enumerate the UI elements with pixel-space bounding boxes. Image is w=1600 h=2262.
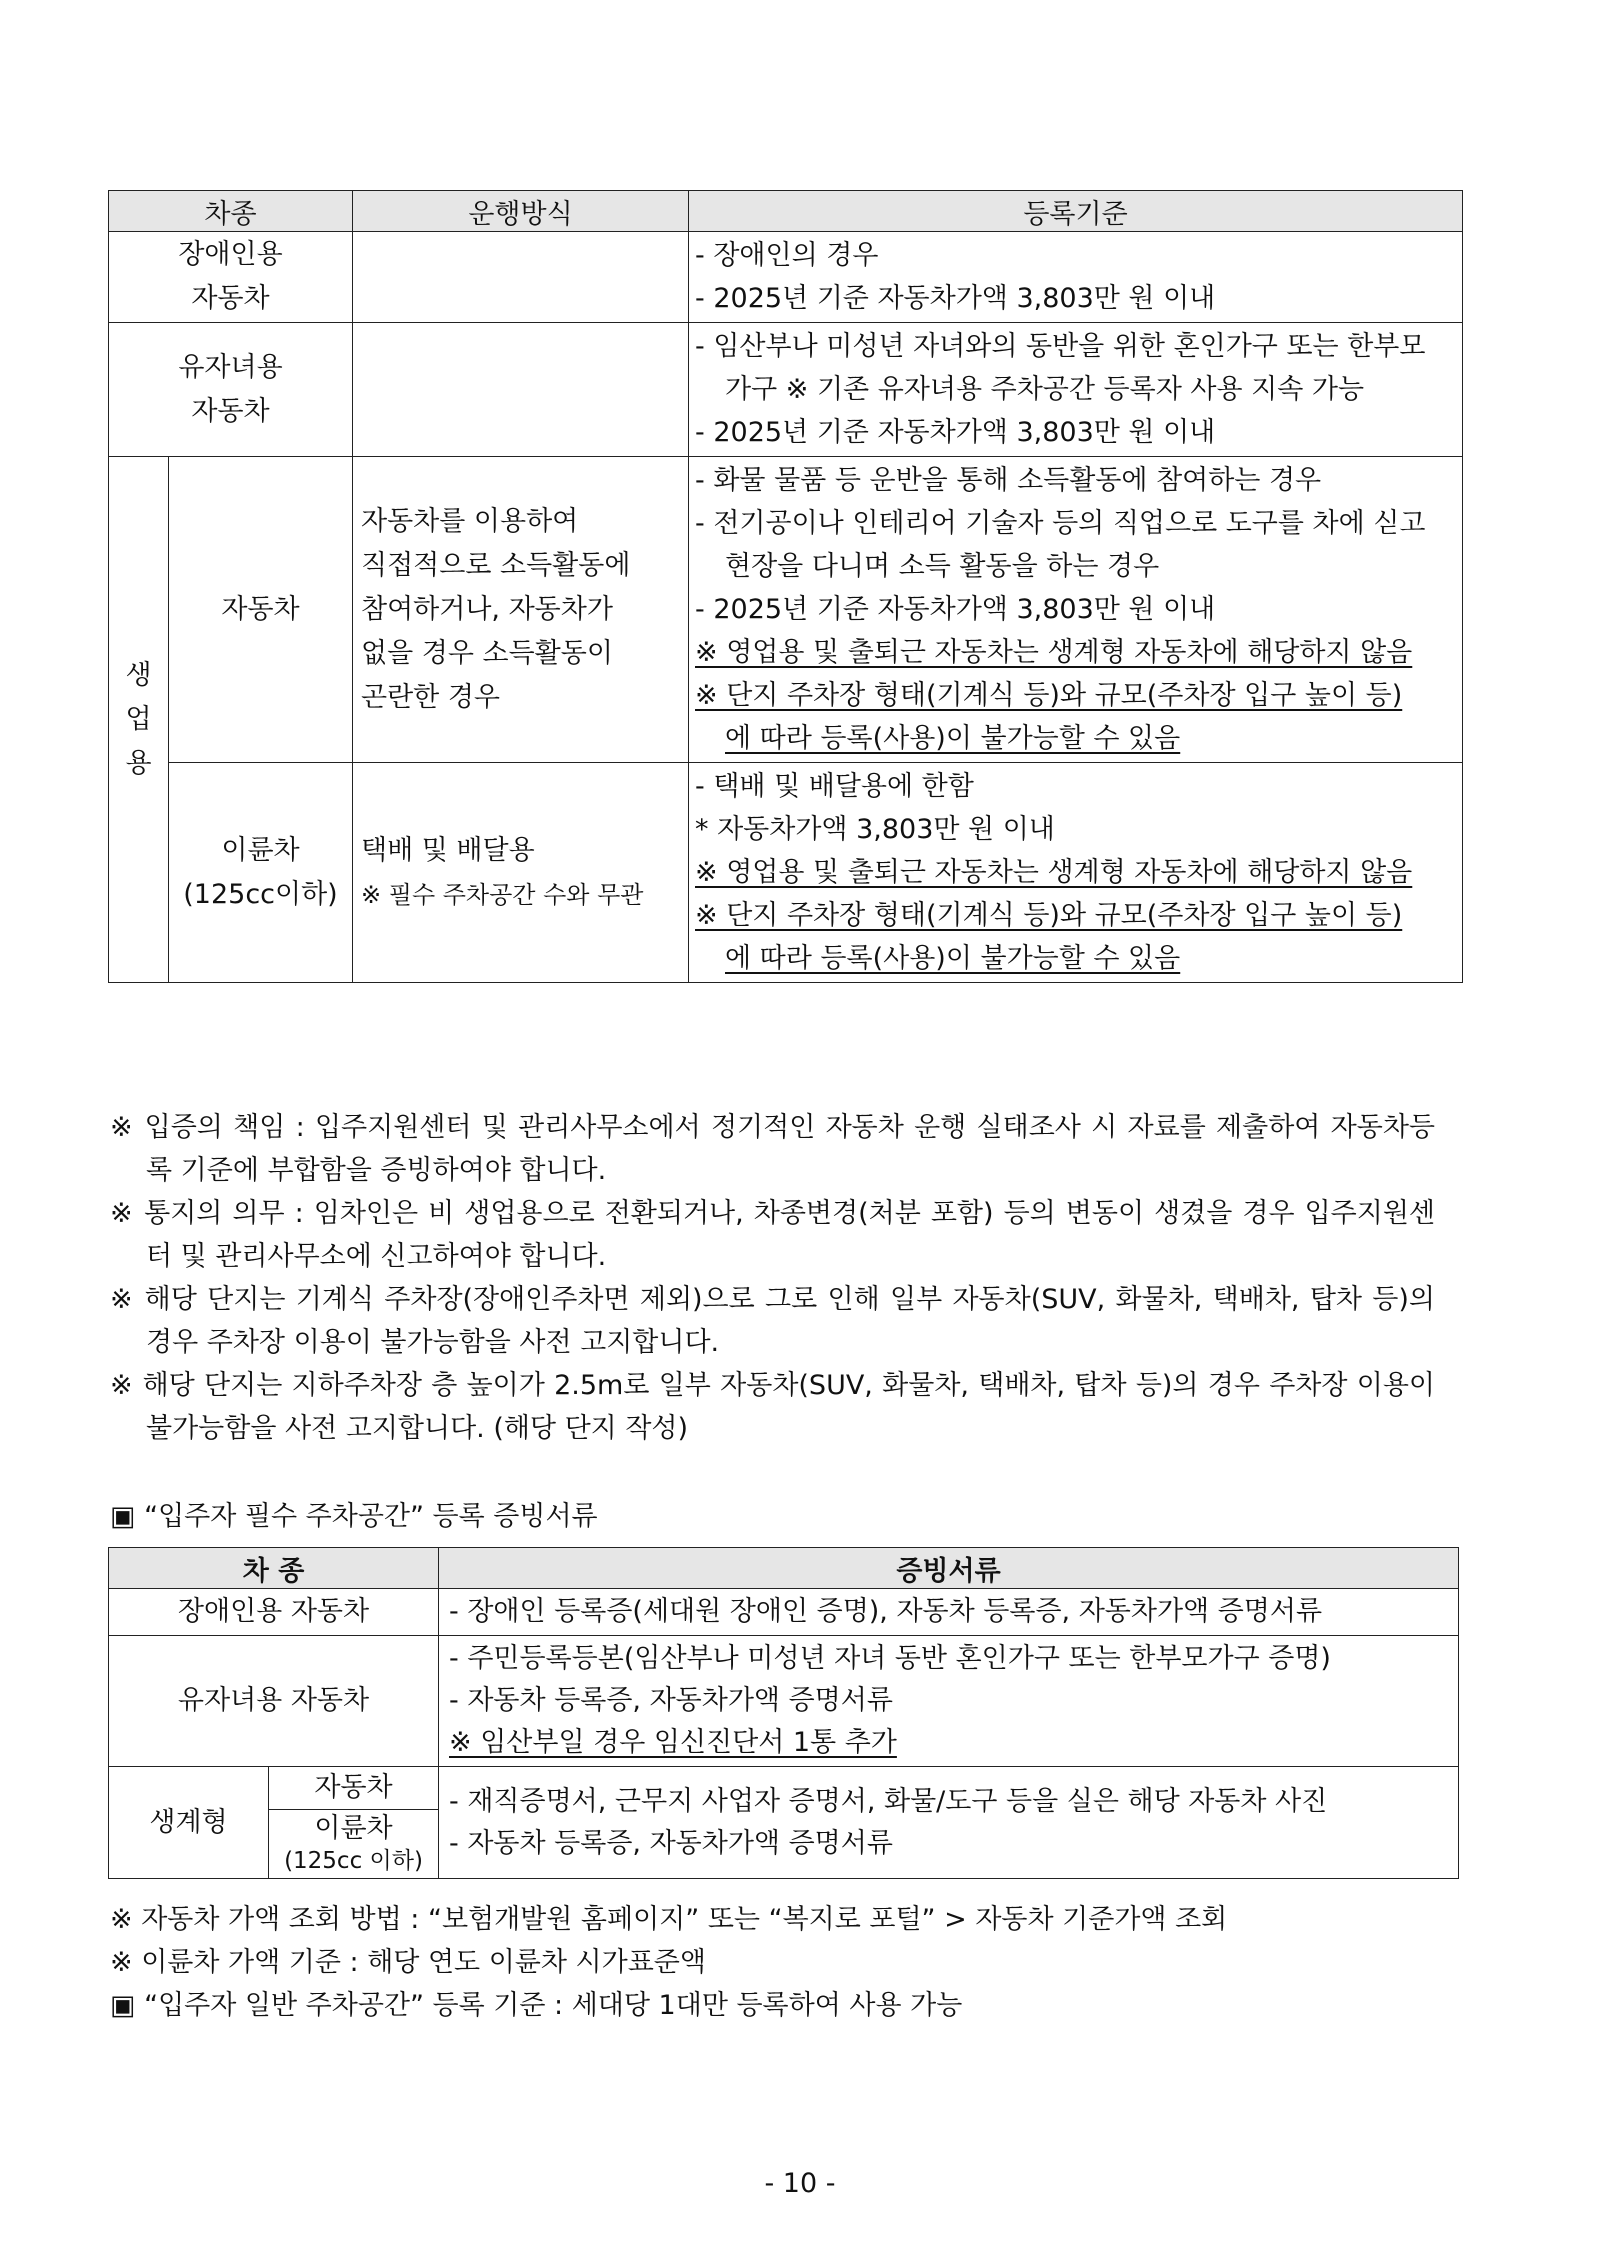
docs-livelihood-type: 생계형 <box>109 1767 269 1879</box>
method-line: 택배 및 배달용 <box>361 834 535 866</box>
criteria-line: - 2025년 기준 자동차가액 3,803만 원 이내 <box>695 283 1216 314</box>
criteria-line: - 2025년 기준 자동차가액 3,803만 원 이내 <box>695 417 1216 448</box>
docs-livelihood-bike <box>269 1810 439 1879</box>
criteria-line: - 택배 및 배달용에 한함 <box>695 771 974 802</box>
note-item: ※ 입증의 책임 : 입주지원센터 및 관리사무소에서 정기적인 자동차 운행 실태조사 시 자료를 제출하여 자동차등록 기준에 부합함을 증빙하여야 합니다. <box>110 1112 1435 1186</box>
method-line: 자동차를 이용하여 <box>361 505 579 537</box>
page-number: - 10 - <box>764 2168 836 2199</box>
docs-line: - 재직증명서, 근무지 사업자 증명서, 화물/도구 등을 실은 해당 자동차 사진 <box>449 1785 1328 1817</box>
table-row-disabled <box>109 232 1463 323</box>
header-operation-method: 운행방식 <box>353 191 689 232</box>
child-method-cell <box>353 323 689 457</box>
disabled-type-line-2: 자동차 <box>191 283 270 314</box>
registration-criteria-table <box>108 190 1463 983</box>
docs-line: - 자동차 등록증, 자동차가액 증명서류 <box>449 1685 893 1716</box>
note-item: ※ 해당 단지는 기계식 주차장(장애인주차면 제외)으로 그로 인해 일부 자동차(SUV, 화물차, 택배차, 탑차 등)의 경우 주차장 이용이 불가능함을 사전 고지합니다. <box>110 1284 1435 1358</box>
footnote-item: ▣ “입주자 일반 주차공간” 등록 기준 : 세대당 1대만 등록하여 사용 가능 <box>110 1990 963 2021</box>
method-line: 곤란한 경우 <box>361 681 501 713</box>
docs-row-disabled <box>109 1589 1459 1636</box>
supporting-documents-table <box>108 1547 1459 1879</box>
disabled-criteria-cell <box>689 232 1463 323</box>
docs-livelihood-car: 자동차 <box>269 1767 439 1810</box>
footnotes-section <box>110 1898 1460 2027</box>
business-car-criteria-cell <box>689 457 1463 763</box>
header-vehicle-type: 차종 <box>109 191 353 232</box>
business-category-cell <box>109 457 169 983</box>
docs-header-docs: 증빙서류 <box>439 1548 1459 1589</box>
docs-livelihood-list <box>439 1767 1459 1879</box>
table-row-child <box>109 323 1463 457</box>
docs-header-row <box>109 1548 1459 1589</box>
disabled-type-cell <box>109 232 353 323</box>
docs-disabled-type: 장애인용 자동차 <box>109 1589 439 1636</box>
footnote-item: ※ 자동차 가액 조회 방법 : “보험개발원 홈페이지” 또는 “복지로 포털” > 자동차 기준가액 조회 <box>110 1904 1228 1935</box>
business-category-char: 업 <box>125 703 152 735</box>
method-line: 참여하거나, 자동차가 <box>361 593 613 625</box>
business-car-method-cell <box>353 457 689 763</box>
docs-child-type: 유자녀용 자동차 <box>109 1636 439 1767</box>
docs-line: - 자동차 등록증, 자동차가액 증명서류 <box>449 1827 893 1859</box>
business-bike-criteria-cell <box>689 763 1463 983</box>
criteria-line: - 화물 물품 등 운반을 통해 소득활동에 참여하는 경우 <box>695 465 1322 496</box>
docs-underlined-note: ※ 임산부일 경우 임신진단서 1통 추가 <box>449 1727 897 1758</box>
docs-line: - 주민등록등본(임산부나 미성년 자녀 동반 혼인가구 또는 한부모가구 증명) <box>449 1643 1331 1674</box>
notes-section <box>110 1106 1435 1450</box>
table-row-business-bike <box>109 763 1463 983</box>
criteria-line: - 임산부나 미성년 자녀와의 동반을 위한 혼인가구 또는 한부모 가구 ※ 기존 유자녀용 주차공간 등록자 사용 지속 가능 <box>695 331 1426 405</box>
table-header-row <box>109 191 1463 232</box>
criteria-line: * 자동차가액 3,803만 원 이내 <box>695 814 1055 845</box>
method-line: 없을 경우 소득활동이 <box>361 637 613 669</box>
criteria-underlined-note: ※ 영업용 및 출퇴근 자동차는 생계형 자동차에 해당하지 않음 <box>695 637 1413 668</box>
child-type-line-2: 자동차 <box>191 395 270 427</box>
child-criteria-cell <box>689 323 1463 457</box>
docs-row-child <box>109 1636 1459 1767</box>
disabled-type-line-1: 장애인용 <box>178 239 283 270</box>
business-category-char: 생 <box>125 659 152 691</box>
criteria-line: - 장애인의 경우 <box>695 240 879 271</box>
note-item: ※ 해당 단지는 지하주차장 층 높이가 2.5m로 일부 자동차(SUV, 화물차, 택배차, 탑차 등)의 경우 주차장 이용이 불가능함을 사전 고지합니다. (해당 단지 작성) <box>110 1370 1435 1444</box>
criteria-underlined-note: ※ 단지 주차장 형태(기계식 등)와 규모(주차장 입구 높이 등)에 따라 등록(사용)이 불가능할 수 있음 <box>695 680 1403 754</box>
docs-section-heading: ▣ “입주자 필수 주차공간” 등록 증빙서류 <box>110 1501 598 1532</box>
criteria-underlined-note: ※ 영업용 및 출퇴근 자동차는 생계형 자동차에 해당하지 않음 <box>695 857 1413 888</box>
business-car-type-cell: 자동차 <box>169 457 353 763</box>
criteria-underlined-note: ※ 단지 주차장 형태(기계식 등)와 규모(주차장 입구 높이 등)에 따라 등록(사용)이 불가능할 수 있음 <box>695 900 1403 974</box>
business-bike-type-cell <box>169 763 353 983</box>
header-registration-criteria: 등록기준 <box>689 191 1463 232</box>
bike-type-line-1: 이륜차 <box>221 834 300 866</box>
bike-type-line-2: (125cc이하) <box>183 878 338 910</box>
note-item: ※ 통지의 의무 : 임차인은 비 생업용으로 전환되거나, 차종변경(처분 포함) 등의 변동이 생겼을 경우 입주지원센터 및 관리사무소에 신고하여야 합니다. <box>110 1198 1435 1272</box>
child-type-cell <box>109 323 353 457</box>
docs-child-list <box>439 1636 1459 1767</box>
bike-sub-label: (125cc 이하) <box>284 1848 423 1874</box>
footnote-item: ※ 이륜차 가액 기준 : 해당 연도 이륜차 시가표준액 <box>110 1947 706 1978</box>
method-note: ※ 필수 주차공간 수와 무관 <box>361 880 644 909</box>
business-bike-method-cell <box>353 763 689 983</box>
business-category-char: 용 <box>125 747 152 779</box>
docs-disabled-list: - 장애인 등록증(세대원 장애인 증명), 자동차 등록증, 자동차가액 증명서류 <box>439 1589 1459 1636</box>
criteria-line: - 2025년 기준 자동차가액 3,803만 원 이내 <box>695 594 1216 625</box>
docs-row-livelihood-car <box>109 1767 1459 1810</box>
child-type-line-1: 유자녀용 <box>178 351 283 383</box>
bike-label: 이륜차 <box>314 1813 393 1844</box>
disabled-method-cell <box>353 232 689 323</box>
table-row-business-car <box>109 457 1463 763</box>
docs-header-type: 차 종 <box>109 1548 439 1589</box>
method-line: 직접적으로 소득활동에 <box>361 549 631 581</box>
criteria-line: - 전기공이나 인테리어 기술자 등의 직업으로 도구를 차에 싣고 현장을 다니며 소득 활동을 하는 경우 <box>695 508 1426 582</box>
